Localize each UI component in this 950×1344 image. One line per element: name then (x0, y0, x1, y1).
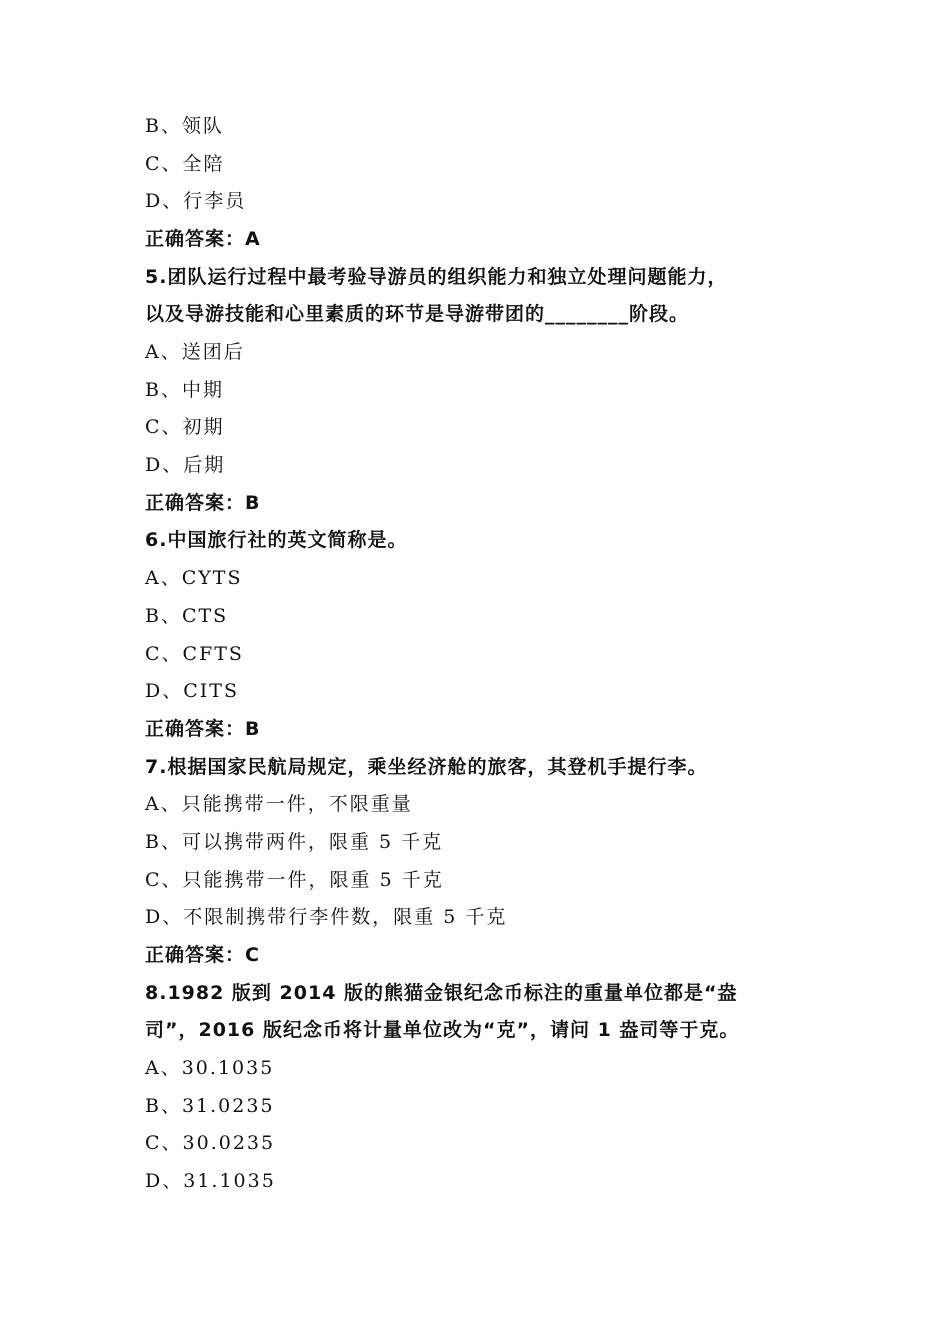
option-b: B、中期 (145, 379, 224, 401)
answer-q5: 正确答案：B (145, 492, 261, 514)
question-8-line-2: 司”，2016 版纪念币将计量单位改为“克”，请问 1 盎司等于克。 (145, 1019, 740, 1041)
option-c: C、只能携带一件，限重 5 千克 (145, 869, 444, 891)
answer-q6: 正确答案：B (145, 718, 261, 740)
option-a: A、只能携带一件，不限重量 (145, 793, 413, 815)
option-d: D、31.1035 (145, 1170, 276, 1192)
answer-q4: 正确答案：A (145, 228, 261, 250)
option-d: D、不限制携带行李件数，限重 5 千克 (145, 906, 508, 928)
option-c: C、CFTS (145, 643, 244, 665)
question-6: 6.中国旅行社的英文简称是。 (145, 529, 408, 551)
option-b: B、CTS (145, 605, 229, 627)
option-d: D、后期 (145, 454, 226, 476)
question-5-line-1: 5.团队运行过程中最考验导游员的组织能力和独立处理问题能力， (145, 266, 728, 288)
option-b: B、可以携带两件，限重 5 千克 (145, 831, 444, 853)
option-c: C、30.0235 (145, 1132, 276, 1154)
question-8-line-1: 8.1982 版到 2014 版的熊猫金银纪念币标注的重量单位都是“盎 (145, 982, 738, 1004)
option-a: A、CYTS (145, 567, 243, 589)
question-7: 7.根据国家民航局规定，乘坐经济舱的旅客，其登机手提行李。 (145, 756, 708, 778)
option-c-national-guide: C、全陪 (145, 153, 225, 175)
option-d: D、CITS (145, 680, 239, 702)
option-a: A、送团后 (145, 341, 245, 363)
question-5-line-2: 以及导游技能和心里素质的环节是导游带团的________阶段。 (145, 303, 690, 325)
option-d-porter: D、行李员 (145, 190, 247, 212)
option-b-tour-leader: B、领队 (145, 115, 224, 137)
option-b: B、31.0235 (145, 1095, 275, 1117)
option-c: C、初期 (145, 416, 225, 438)
answer-q7: 正确答案：C (145, 944, 260, 966)
option-a: A、30.1035 (145, 1057, 275, 1079)
